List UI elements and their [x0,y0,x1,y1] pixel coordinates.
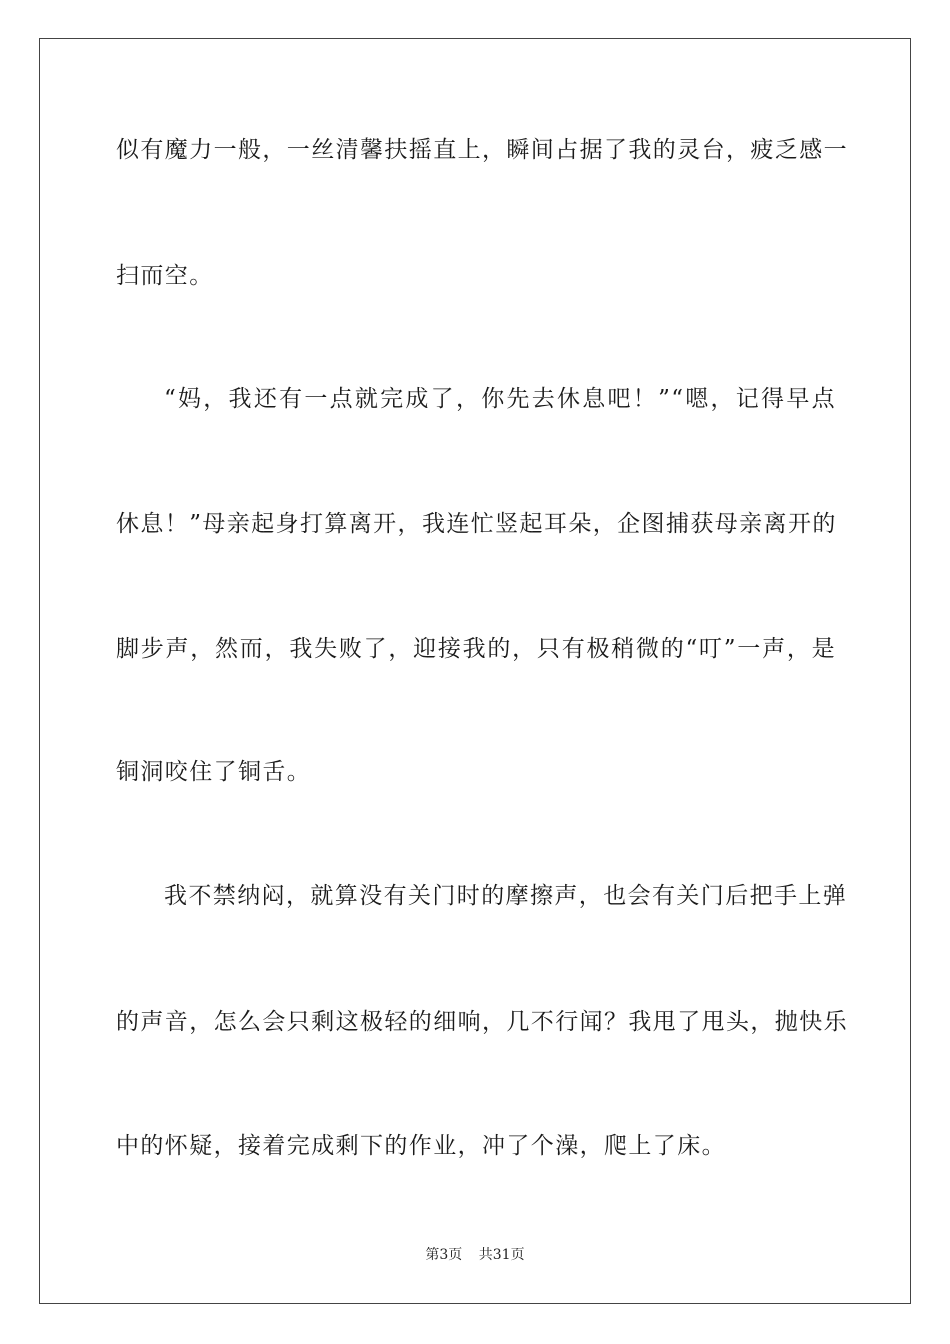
total-pages: 共31页 [478,1247,525,1263]
paragraph-line: 的声音，怎么会只剩这极轻的细响，几不行闻？我甩了甩头，抛快乐 [116,1009,848,1035]
paragraph-line: 似有魔力一般，一丝清馨扶摇直上，瞬间占据了我的灵台，疲乏感一 [116,137,848,163]
paragraph-line: “妈，我还有一点就完成了，你先去休息吧！”“嗯，记得早点 [164,386,836,412]
paragraph-line: 我不禁纳闷，就算没有关门时的摩擦声，也会有关门后把手上弹 [164,883,848,909]
paragraph-line: 中的怀疑，接着完成剩下的作业，冲了个澡，爬上了床。 [116,1133,726,1159]
page-border [39,38,911,1304]
paragraph-line: 扫而空。 [116,263,214,289]
paragraph-line: 休息！”母亲起身打算离开，我连忙竖起耳朵，企图捕获母亲离开的 [116,511,837,537]
paragraph-line: 脚步声，然而，我失败了，迎接我的，只有极稍微的“叮”一声，是 [116,636,836,662]
page-footer [0,1246,950,1264]
page-number: 第3页 [425,1247,463,1263]
paragraph-line: 铜洞咬住了铜舌。 [116,759,312,785]
